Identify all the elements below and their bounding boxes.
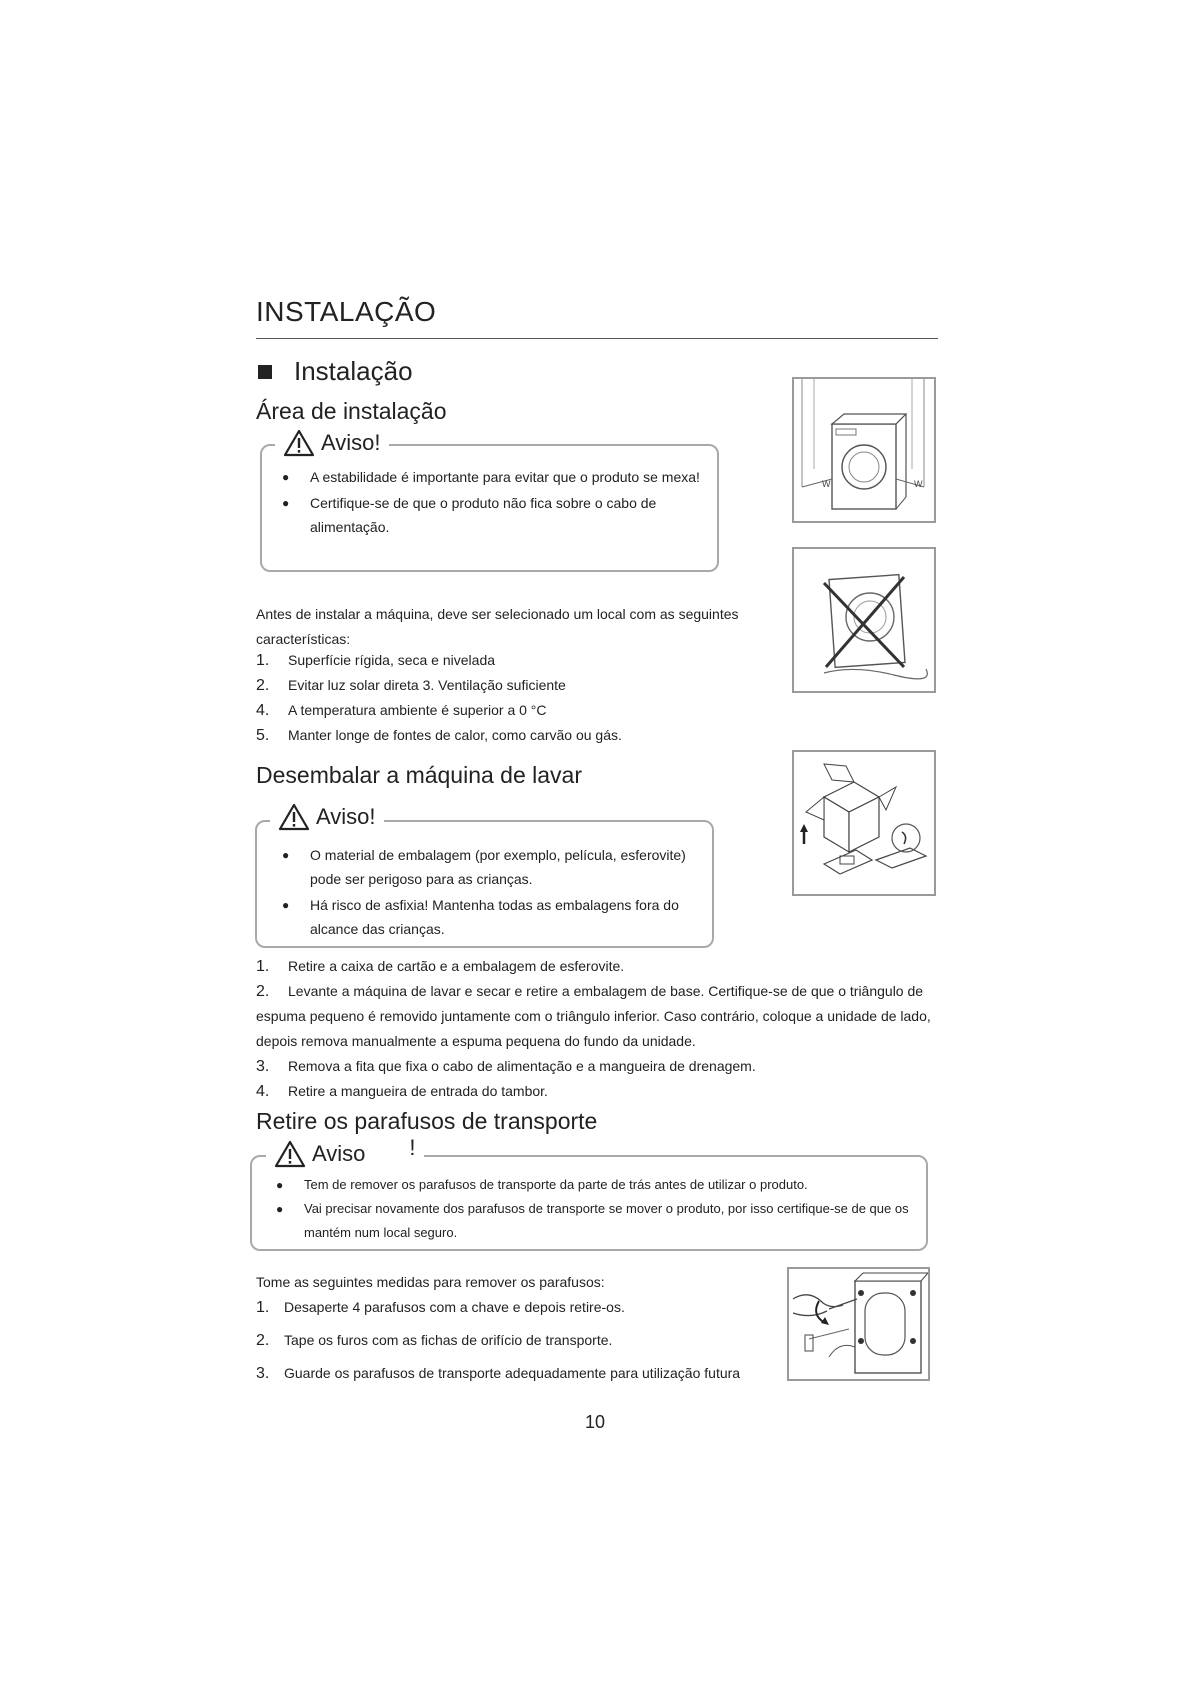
area-warning-label: Aviso! (321, 430, 381, 455)
area-warning-header (275, 429, 389, 457)
area-intro: Antes de instalar a máquina, deve ser selecionado um local com as seguintes características: (256, 606, 739, 647)
square-bullet-icon (258, 365, 272, 379)
section-heading-text: Instalação (294, 356, 413, 386)
list-number: 4. (256, 702, 270, 719)
list-number: 5. (256, 727, 270, 744)
list-number: 1. (256, 652, 270, 669)
list-text: A temperatura ambiente é superior a 0 °C (288, 702, 547, 718)
list-number: 3. (256, 1058, 270, 1075)
list-number: 3. (256, 1365, 270, 1382)
list-text: Retire a mangueira de entrada do tambor. (288, 1083, 548, 1099)
list-item (282, 893, 702, 941)
list-item (282, 491, 702, 539)
list-item (256, 652, 776, 677)
bolts-intro: Tome as seguintes medidas para remover os parafusos: (256, 1274, 605, 1290)
bolts-heading: Retire os parafusos de transporte (256, 1108, 598, 1134)
bullet-icon: ● (276, 1202, 284, 1216)
list-text: Evitar luz solar direta 3. Ventilação suficiente (288, 677, 566, 693)
list-number: 4. (256, 1083, 270, 1100)
list-item (276, 1197, 926, 1245)
list-text: Guarde os parafusos de transporte adequadamente para utilização futura (284, 1365, 741, 1381)
washer-placement-illustration (794, 379, 934, 521)
list-item (256, 1054, 946, 1079)
box-unpacking-illustration (794, 752, 934, 894)
list-item (276, 1173, 926, 1197)
warning-item-text: Há risco de asfixia! Mantenha todas as embalagens fora do alcance das crianças. (310, 897, 679, 937)
list-text: Manter longe de fontes de calor, como carvão ou gás. (288, 727, 622, 743)
unpack-warning-list (282, 843, 702, 941)
placement-figure (792, 377, 936, 523)
list-item (256, 1079, 946, 1104)
area-heading: Área de instalação (256, 398, 447, 424)
warning-triangle-icon (278, 803, 310, 831)
list-item (282, 465, 702, 489)
list-item (282, 843, 702, 891)
warning-item-text: O material de embalagem (por exemplo, película, esferovite) pode ser perigoso para as crianças. (310, 847, 686, 887)
list-text: Levante a máquina de lavar e secar e retire a embalagem de base. Certifique-se de que o triângulo de espuma pequeno é removido juntamente com o triângulo inferior. Caso contrário, coloque a unidade de lado, depois remova manualmente a espuma pequena do fundo da unidade. (256, 983, 931, 1049)
bolts-warning-header (266, 1135, 424, 1168)
unpacking-figure (792, 750, 936, 896)
bullet-icon: ● (282, 470, 290, 484)
unpack-warning-header (270, 803, 384, 831)
list-number: 2. (256, 1332, 270, 1349)
list-text: Remova a fita que fixa o cabo de alimentação e a mangueira de drenagem. (288, 1058, 756, 1074)
bolts-warning-label: Aviso (312, 1141, 366, 1166)
width-label-left: W (822, 479, 831, 489)
bullet-icon: ● (282, 898, 290, 912)
list-item (256, 1295, 796, 1328)
bullet-icon: ● (276, 1178, 284, 1192)
area-list (256, 652, 776, 752)
list-text: Superfície rígida, seca e nivelada (288, 652, 496, 668)
unpack-list (256, 954, 946, 1104)
list-text: Desaperte 4 parafusos com a chave e depois retire-os. (284, 1299, 625, 1315)
warning-item-text: Certifique-se de que o produto não fica sobre o cabo de alimentação. (310, 495, 657, 535)
width-label-right: W (914, 479, 923, 489)
list-item (256, 1328, 796, 1361)
list-number: 2. (256, 677, 270, 694)
crossed-washer-illustration (794, 549, 934, 691)
list-item (256, 954, 946, 979)
warning-item-text: Vai precisar novamente dos parafusos de transporte se mover o produto, por isso certifique-se de que os mantém num local seguro. (304, 1201, 909, 1240)
warning-item-text: A estabilidade é importante para evitar que o produto se mexa! (310, 469, 700, 485)
title-divider (256, 338, 938, 339)
transport-bolts-figure (787, 1267, 930, 1381)
bolts-warning-mark: ! (409, 1135, 416, 1160)
list-item (256, 727, 776, 752)
page-title: INSTALAÇÃO (256, 296, 437, 327)
bolt-removal-illustration (789, 1269, 928, 1379)
page-number: 10 (584, 1412, 606, 1432)
bullet-icon: ● (282, 496, 290, 510)
bullet-icon: ● (282, 848, 290, 862)
unpack-warning-label: Aviso! (316, 804, 376, 829)
list-item (256, 1361, 796, 1394)
list-number: 1. (256, 1299, 270, 1316)
list-item (256, 702, 776, 727)
section-heading (258, 356, 413, 387)
bolts-list (256, 1295, 796, 1394)
list-text: Tape os furos com as fichas de orifício de transporte. (284, 1332, 613, 1348)
list-number: 1. (256, 958, 270, 975)
warning-triangle-icon (283, 429, 315, 457)
warning-triangle-icon (274, 1140, 306, 1168)
list-item (256, 979, 946, 1054)
bolts-warning-list (276, 1173, 926, 1245)
area-warning-list (282, 465, 702, 539)
warning-item-text: Tem de remover os parafusos de transporte da parte de trás antes de utilizar o produto. (304, 1177, 808, 1192)
list-item (256, 677, 776, 702)
list-number: 2. (256, 983, 270, 1000)
cable-warning-figure (792, 547, 936, 693)
list-text: Retire a caixa de cartão e a embalagem de esferovite. (288, 958, 625, 974)
unpack-heading: Desembalar a máquina de lavar (256, 762, 583, 788)
